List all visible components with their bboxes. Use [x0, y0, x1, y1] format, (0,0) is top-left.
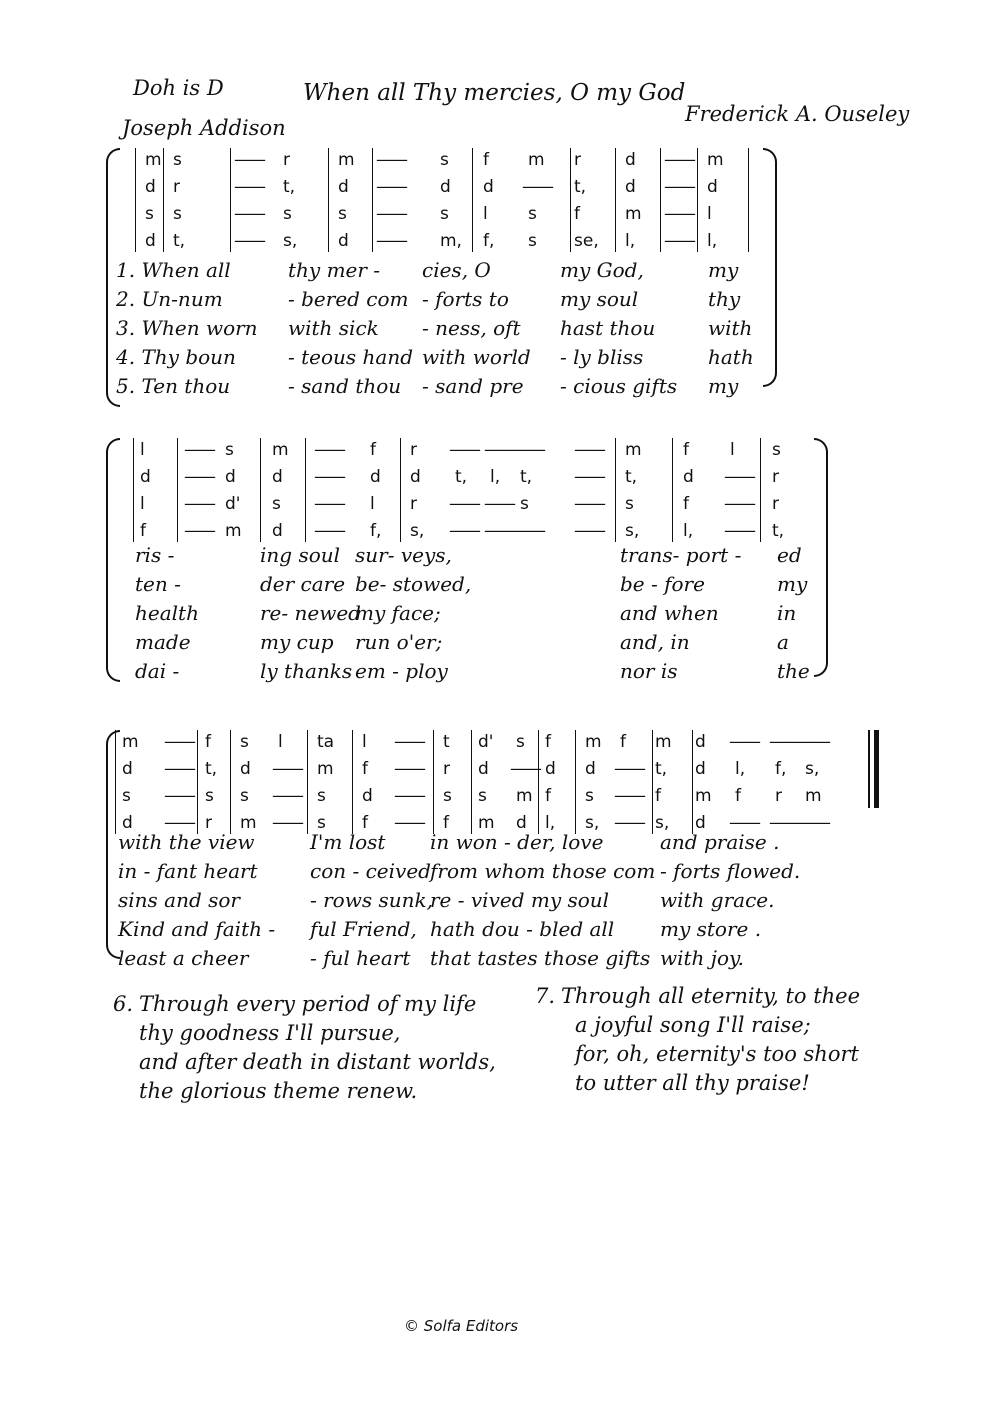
lyric-syllables: a: [777, 630, 789, 654]
lyric-syllables: in: [777, 601, 797, 625]
lyric-syllables: ris -: [135, 543, 175, 567]
lyric-syllables: - sand thou: [288, 374, 402, 398]
lyric-syllables: 5. Ten thou: [116, 374, 231, 398]
bar-line: [305, 438, 306, 542]
lyric-syllables: with joy.: [660, 946, 745, 970]
verse-line: to utter all thy praise!: [575, 1071, 810, 1095]
lyric-syllables: with the view: [118, 830, 255, 854]
lyric-syllables: hath dou - bled all: [430, 917, 615, 941]
lyric-syllables: Kind and faith -: [118, 917, 276, 941]
lyric-syllables: ed: [777, 543, 802, 567]
verse-7: [535, 982, 860, 1098]
lyric-syllables: trans- port -: [620, 543, 742, 567]
lyric-syllables: with grace.: [660, 888, 775, 912]
lyric-syllables: ing soul: [260, 543, 341, 567]
verse-line: the glorious theme renew.: [139, 1079, 418, 1103]
lyric-syllables: ly thanks: [260, 659, 353, 683]
bar-line: [433, 730, 434, 834]
bar-line: [615, 148, 616, 252]
key-signature: Doh is D: [133, 76, 224, 100]
lyric-syllables: thy mer -: [288, 258, 381, 282]
lyric-syllables: my face;: [355, 601, 441, 625]
bar-line: [660, 148, 661, 252]
lyric-syllables: that tastes those gifts: [430, 946, 651, 970]
lyric-syllables: my: [708, 374, 739, 398]
lyric-syllables: hast thou: [560, 316, 656, 340]
copyright-notice: © Solfa Editors: [404, 1317, 519, 1335]
lyric-syllables: my soul: [560, 287, 639, 311]
lyric-syllables: re - vived my soul: [430, 888, 610, 912]
lyric-syllables: health: [135, 601, 199, 625]
bar-line: [133, 438, 134, 542]
verse-number: 6.: [113, 992, 134, 1016]
bar-line: [115, 730, 116, 834]
lyric-syllables: 2. Un-num: [116, 287, 223, 311]
lyric-syllables: - rows sunk,: [310, 888, 433, 912]
lyric-syllables: - ly bliss: [560, 345, 644, 369]
lyric-syllables: my God,: [560, 258, 644, 282]
verse-line: Through all eternity, to thee: [561, 984, 861, 1008]
lyric-syllables: with world: [422, 345, 531, 369]
verse-number: 7.: [535, 984, 556, 1008]
lyric-syllables: - forts to: [422, 287, 509, 311]
lyric-syllables: - teous hand: [288, 345, 414, 369]
lyric-syllables: and, in: [620, 630, 690, 654]
poet-name: Joseph Addison: [122, 116, 286, 140]
bar-line: [538, 730, 539, 834]
bar-line: [697, 148, 698, 252]
bar-line: [230, 730, 231, 834]
lyric-syllables: thy: [708, 287, 741, 311]
lyric-syllables: 1. When all: [116, 258, 231, 282]
lyric-syllables: con - ceived: [310, 859, 431, 883]
bar-line: [570, 148, 571, 252]
lyric-syllables: with sick: [288, 316, 379, 340]
lyric-syllables: - forts flowed.: [660, 859, 801, 883]
bar-line: [575, 730, 576, 834]
bar-line: [615, 438, 616, 542]
lyric-syllables: in - fant heart: [118, 859, 258, 883]
lyric-syllables: be - fore: [620, 572, 705, 596]
composer-name: Frederick A. Ouseley: [685, 102, 910, 126]
lyric-syllables: - ness, oft: [422, 316, 521, 340]
bar-line: [163, 148, 164, 252]
lyric-syllables: my: [777, 572, 808, 596]
lyric-syllables: from whom those com: [430, 859, 656, 883]
lyric-syllables: my cup: [260, 630, 334, 654]
lyric-syllables: I'm lost: [310, 830, 386, 854]
bar-line: [471, 730, 472, 834]
lyric-syllables: hath: [708, 345, 754, 369]
hymn-title: When all Thy mercies, O my God: [303, 80, 686, 106]
bar-line: [328, 148, 329, 252]
lyric-syllables: - sand pre: [422, 374, 524, 398]
lyric-syllables: re- newed: [260, 601, 361, 625]
bar-line: [197, 730, 198, 834]
lyric-syllables: the: [777, 659, 810, 683]
verse-6: [113, 990, 496, 1106]
bar-line: [307, 730, 308, 834]
bar-line: [135, 148, 136, 252]
lyric-syllables: 4. Thy boun: [116, 345, 236, 369]
verse-line: Through every period of my life: [139, 992, 477, 1016]
lyric-syllables: 3. When worn: [116, 316, 258, 340]
verse-line: thy goodness I'll pursue,: [139, 1021, 401, 1045]
bar-line: [748, 148, 749, 252]
bar-line: [472, 148, 473, 252]
bar-line: [400, 438, 401, 542]
bar-line: [692, 730, 693, 834]
lyric-syllables: with: [708, 316, 753, 340]
lyric-syllables: ten -: [135, 572, 181, 596]
lyric-syllables: em - ploy: [355, 659, 448, 683]
verse-line: and after death in distant worlds,: [139, 1050, 496, 1074]
bar-line: [652, 730, 653, 834]
lyric-syllables: made: [135, 630, 191, 654]
lyric-syllables: run o'er;: [355, 630, 443, 654]
lyric-syllables: - ful heart: [310, 946, 411, 970]
lyric-syllables: and praise .: [660, 830, 780, 854]
lyric-syllables: sur- veys,: [355, 543, 452, 567]
lyric-syllables: cies, O: [422, 258, 491, 282]
bar-line: [672, 438, 673, 542]
lyric-syllables: my: [708, 258, 739, 282]
bar-line: [230, 148, 231, 252]
lyric-syllables: be- stowed,: [355, 572, 472, 596]
lyric-syllables: ful Friend,: [310, 917, 417, 941]
lyric-syllables: in won - der, love: [430, 830, 604, 854]
lyric-syllables: least a cheer: [118, 946, 249, 970]
lyric-syllables: dai -: [135, 659, 180, 683]
lyric-syllables: and when: [620, 601, 719, 625]
lyric-syllables: sins and sor: [118, 888, 240, 912]
lyric-syllables: - bered com: [288, 287, 409, 311]
bar-line: [177, 438, 178, 542]
lyric-syllables: der care: [260, 572, 346, 596]
lyric-syllables: nor is: [620, 659, 678, 683]
verse-line: a joyful song I'll raise;: [575, 1013, 811, 1037]
lyric-syllables: - cious gifts: [560, 374, 678, 398]
bar-line: [760, 438, 761, 542]
bar-line: [352, 730, 353, 834]
lyric-syllables: my store .: [660, 917, 762, 941]
verse-line: for, oh, eternity's too short: [575, 1042, 859, 1066]
bar-line: [260, 438, 261, 542]
bar-line: [372, 148, 373, 252]
